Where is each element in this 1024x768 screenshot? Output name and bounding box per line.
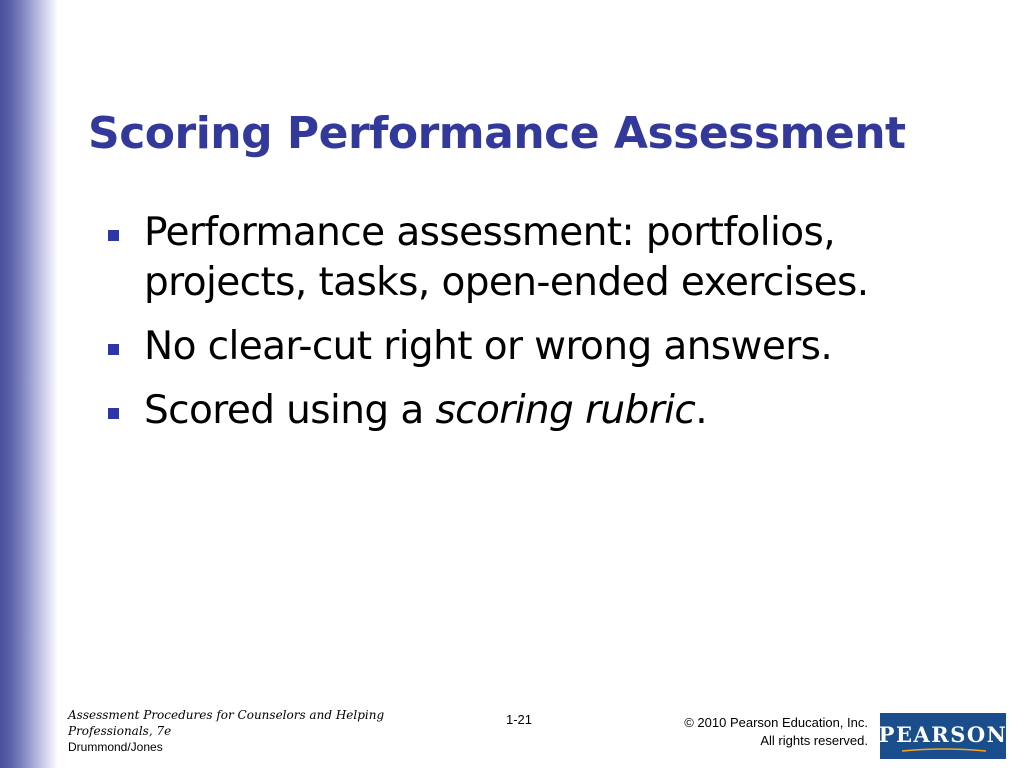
logo-swoosh-icon <box>902 748 986 752</box>
rights-line: All rights reserved. <box>760 733 868 748</box>
bullet-item <box>108 322 948 372</box>
bullet-text: Scored using a <box>144 388 436 433</box>
emphasized-term: scoring rubric <box>435 388 696 433</box>
copyright-line: © 2010 Pearson Education, Inc. <box>684 715 868 730</box>
copyright-notice <box>684 714 868 750</box>
pearson-logo <box>880 713 1006 759</box>
bullet-text-line: projects, tasks, open-ended exercises. <box>144 260 869 305</box>
side-gradient-band <box>0 0 58 768</box>
square-bullet-icon <box>108 344 119 355</box>
page-number: 1-21 <box>506 712 533 727</box>
logo-wordmark: PEARSON <box>878 721 1008 747</box>
book-title-line: Assessment Procedures for Counselors and Helping <box>68 708 385 722</box>
bullet-item <box>108 386 948 436</box>
bullet-text-line: Performance assessment: portfolios, <box>144 210 836 255</box>
bullet-text: No clear-cut right or wrong answers. <box>144 324 833 369</box>
bullet-text-suffix: . <box>695 388 708 433</box>
bullet-item <box>108 208 948 308</box>
slide-title: Scoring Performance Assessment <box>88 108 906 159</box>
footer-book-citation <box>68 707 408 755</box>
bullet-list <box>108 208 948 450</box>
square-bullet-icon <box>108 408 119 419</box>
square-bullet-icon <box>108 230 119 241</box>
book-authors: Drummond/Jones <box>68 740 163 754</box>
book-title-line: Professionals, 7e <box>68 724 172 738</box>
